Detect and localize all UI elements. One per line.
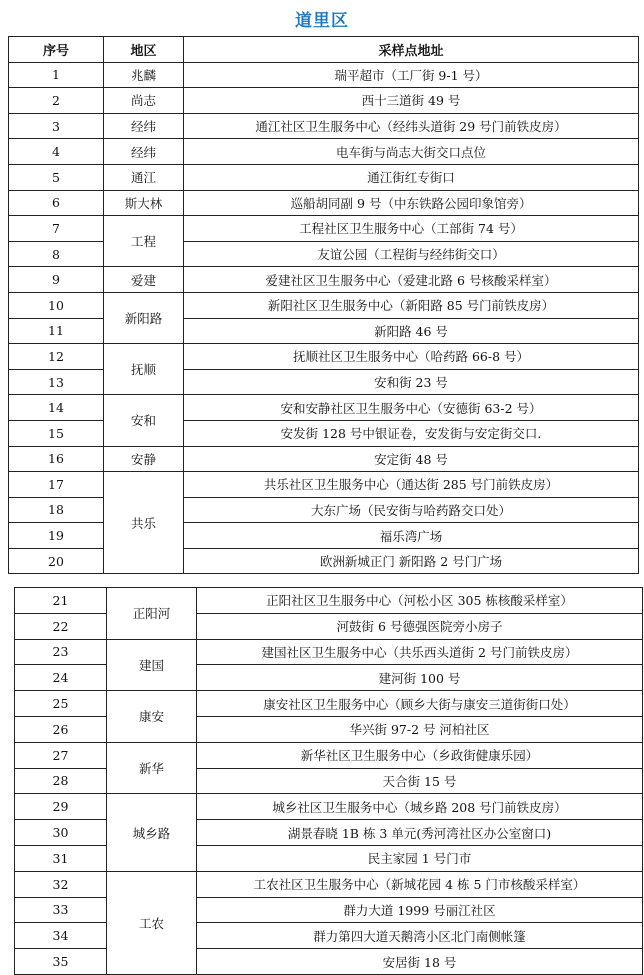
row-address: 瑞平超市（工厂街 9-1 号） [184,62,639,88]
table-row [9,113,639,139]
row-number: 16 [9,446,104,472]
row-address: 新阳社区卫生服务中心（新阳路 85 号门前铁皮房） [184,292,639,318]
table-row [9,523,639,549]
row-address: 大东广场（民安街与哈药路交口处） [184,497,639,523]
row-address: 通江社区卫生服务中心（经纬头道街 29 号门前铁皮房） [184,113,639,139]
row-number: 22 [15,613,107,639]
row-number: 20 [9,548,104,574]
row-address: 爱建社区卫生服务中心（爱建北路 6 号核酸采样室） [184,267,639,293]
row-number: 24 [15,665,107,691]
row-address: 西十三道街 49 号 [184,88,639,114]
table-row [9,369,639,395]
table-row [9,446,639,472]
row-area: 兆麟 [104,62,184,88]
header-address: 采样点地址 [184,37,639,63]
row-number: 10 [9,292,104,318]
row-area: 安静 [104,446,184,472]
row-number: 35 [15,949,107,975]
row-area: 安和 [104,395,184,446]
row-number: 26 [15,716,107,742]
row-address: 巡船胡同副 9 号（中东铁路公园印象馆旁） [184,190,639,216]
table-row [9,548,639,574]
table-row [15,588,643,614]
row-address: 建河街 100 号 [197,665,643,691]
row-address: 工程社区卫生服务中心（工部街 74 号） [184,216,639,242]
table-row [9,88,639,114]
table-row [9,164,639,190]
row-number: 4 [9,139,104,165]
table-row [9,344,639,370]
row-address: 正阳社区卫生服务中心（河松小区 305 栋核酸采样室） [197,588,643,614]
row-area: 建国 [107,639,197,691]
row-number: 28 [15,768,107,794]
row-number: 12 [9,344,104,370]
table-row [9,62,639,88]
table-row [9,267,639,293]
row-area: 斯大林 [104,190,184,216]
row-number: 27 [15,742,107,768]
page-title: 道里区 [295,11,349,31]
row-number: 30 [15,820,107,846]
row-number: 19 [9,523,104,549]
table-row [9,292,639,318]
row-area: 工农 [107,871,197,974]
row-address: 工农社区卫生服务中心（新城花园 4 栋 5 门市核酸采样室） [197,871,643,897]
row-number: 32 [15,871,107,897]
table-header-row [9,37,639,63]
row-number: 5 [9,164,104,190]
table-row [9,395,639,421]
row-number: 29 [15,794,107,820]
row-area: 经纬 [104,113,184,139]
row-area: 通江 [104,164,184,190]
table-row [15,794,643,820]
row-address: 城乡社区卫生服务中心（城乡路 208 号门前铁皮房） [197,794,643,820]
row-number: 15 [9,420,104,446]
row-area: 新华 [107,742,197,794]
row-address: 新华社区卫生服务中心（乡政街健康乐园） [197,742,643,768]
row-address: 电车街与尚志大街交口点位 [184,139,639,165]
sampling-sites-table [8,36,639,574]
row-number: 8 [9,241,104,267]
row-number: 21 [15,588,107,614]
row-address: 群力大道 1999 号丽江社区 [197,897,643,923]
row-number: 31 [15,845,107,871]
row-number: 9 [9,267,104,293]
row-number: 33 [15,897,107,923]
table-row [15,742,643,768]
table-row [9,318,639,344]
table-row [15,871,643,897]
row-area: 经纬 [104,139,184,165]
row-area: 爱建 [104,267,184,293]
row-area: 正阳河 [107,588,197,640]
row-number: 13 [9,369,104,395]
row-area: 城乡路 [107,794,197,871]
row-address: 安定街 48 号 [184,446,639,472]
header-no: 序号 [9,37,104,63]
table-row [9,241,639,267]
table-row [9,190,639,216]
row-address: 安居街 18 号 [197,949,643,975]
row-number: 3 [9,113,104,139]
sampling-sites-table-continued [14,587,643,975]
row-address: 建国社区卫生服务中心（共乐西头道街 2 号门前铁皮房） [197,639,643,665]
row-number: 25 [15,691,107,717]
table-row [9,497,639,523]
row-area: 工程 [104,216,184,267]
row-area: 新阳路 [104,292,184,343]
row-address: 友谊公园（工程街与经纬街交口） [184,241,639,267]
row-address: 康安社区卫生服务中心（顾乡大街与康安三道街街口处） [197,691,643,717]
row-number: 11 [9,318,104,344]
table-row [9,472,639,498]
row-number: 2 [9,88,104,114]
row-number: 18 [9,497,104,523]
row-address: 通江街红专街口 [184,164,639,190]
table-row [9,216,639,242]
table-row [9,420,639,446]
row-address: 福乐湾广场 [184,523,639,549]
table-row [15,691,643,717]
row-number: 6 [9,190,104,216]
row-number: 1 [9,62,104,88]
row-address: 群力第四大道天鹅湾小区北门南侧帐篷 [197,923,643,949]
row-address: 河鼓街 6 号德强医院旁小房子 [197,613,643,639]
row-address: 湖景春晓 1B 栋 3 单元(秀河湾社区办公室窗口) [197,820,643,846]
row-address: 共乐社区卫生服务中心（通达街 285 号门前铁皮房） [184,472,639,498]
row-address: 华兴街 97-2 号 河柏社区 [197,716,643,742]
row-number: 14 [9,395,104,421]
table-row [15,639,643,665]
row-area: 尚志 [104,88,184,114]
row-number: 7 [9,216,104,242]
row-address: 欧洲新城正门 新阳路 2 号门广场 [184,548,639,574]
row-address: 民主家园 1 号门市 [197,845,643,871]
table-row [9,139,639,165]
row-address: 抚顺社区卫生服务中心（哈药路 66-8 号） [184,344,639,370]
row-address: 安发街 128 号中银证卷，安发街与安定街交口. [184,420,639,446]
row-address: 安和安静社区卫生服务中心（安德街 63-2 号） [184,395,639,421]
row-address: 新阳路 46 号 [184,318,639,344]
row-number: 34 [15,923,107,949]
row-area: 共乐 [104,472,184,574]
row-number: 23 [15,639,107,665]
row-area: 康安 [107,691,197,743]
row-area: 抚顺 [104,344,184,395]
row-address: 安和街 23 号 [184,369,639,395]
row-number: 17 [9,472,104,498]
header-area: 地区 [104,37,184,63]
row-address: 天合街 15 号 [197,768,643,794]
